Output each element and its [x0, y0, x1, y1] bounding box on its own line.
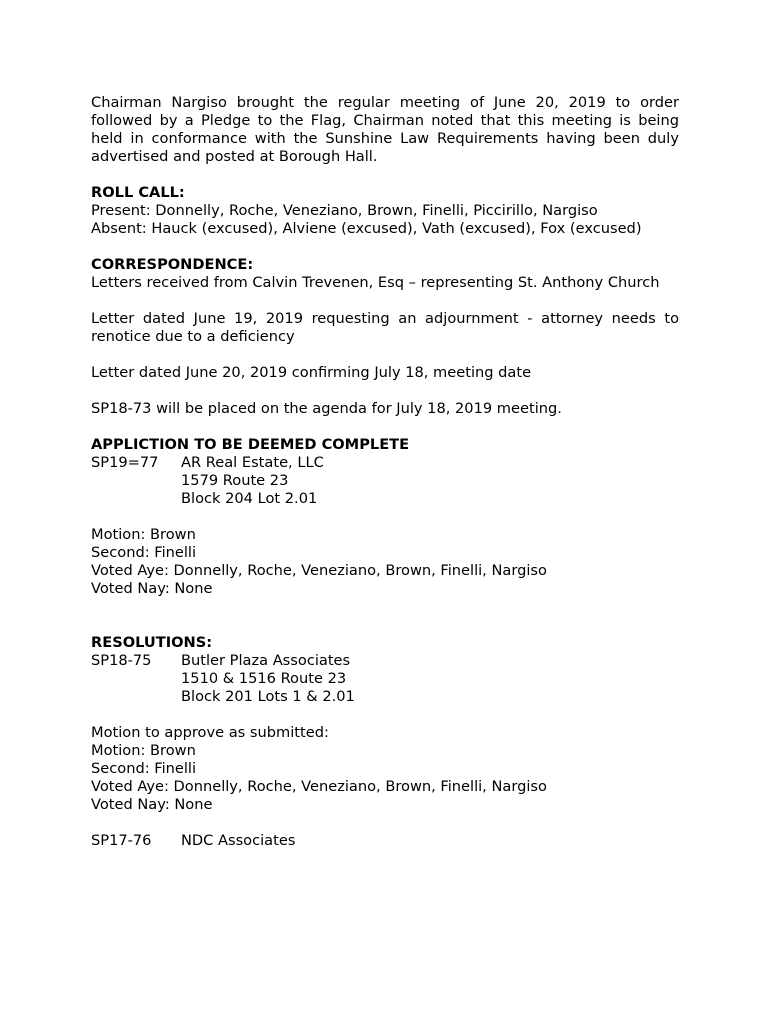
resolution-details [181, 652, 679, 706]
present-line: Present: Donnelly, Roche, Veneziano, Brown, Finelli, Piccirillo, Nargiso [91, 202, 598, 219]
resolutions-heading: RESOLUTIONS: [91, 634, 213, 651]
application-address: 1579 Route 23 [181, 472, 289, 489]
vote-motion: Motion: Brown [91, 742, 196, 759]
resolution-id: SP18-75 [91, 652, 152, 669]
correspondence-item: Letter dated June 20, 2019 confirming July 18, meeting date [91, 364, 532, 381]
absent-line: Absent: Hauck (excused), Alviene (excused), Vath (excused), Fox (excused) [91, 220, 642, 237]
vote-nay: Voted Nay: None [91, 580, 213, 597]
resolution-details [181, 832, 679, 850]
vote-intro: Motion to approve as submitted: [91, 724, 329, 741]
roll-call-heading: ROLL CALL: [91, 184, 185, 201]
correspondence-item: Letter dated June 19, 2019 requesting an adjournment - attorney needs to renotice due to a deficiency [91, 310, 679, 345]
resolution-entry [91, 652, 679, 706]
intro-paragraph: Chairman Nargiso brought the regular meeting of June 20, 2019 to order followed by a Pledge to the Flag, Chairman noted that this meeting is being held in conformance with the Sunshine Law Requirements having been duly advertised and posted at Borough Hall. [91, 94, 679, 165]
resolution-vote [91, 724, 679, 814]
document-page [91, 94, 679, 868]
application-heading: APPLICTION TO BE DEEMED COMPLETE [91, 436, 410, 453]
resolution-entry [91, 832, 679, 850]
correspondence-item: Letters received from Calvin Trevenen, Esq – representing St. Anthony Church [91, 274, 660, 291]
resolution-block-lot: Block 201 Lots 1 & 2.01 [181, 688, 355, 705]
resolution-address: 1510 & 1516 Route 23 [181, 670, 347, 687]
application-entry [91, 454, 679, 508]
application-block-lot: Block 204 Lot 2.01 [181, 490, 318, 507]
resolution-applicant: Butler Plaza Associates [181, 652, 351, 669]
application-details [181, 454, 679, 508]
application-vote [91, 526, 679, 598]
vote-aye: Voted Aye: Donnelly, Roche, Veneziano, Brown, Finelli, Nargiso [91, 562, 547, 579]
roll-call-section [91, 184, 679, 238]
application-id: SP19=77 [91, 454, 159, 471]
resolution-applicant: NDC Associates [181, 832, 296, 849]
vote-aye: Voted Aye: Donnelly, Roche, Veneziano, Brown, Finelli, Nargiso [91, 778, 547, 795]
application-applicant: AR Real Estate, LLC [181, 454, 324, 471]
correspondence-heading: CORRESPONDENCE: [91, 256, 254, 273]
resolution-id: SP17-76 [91, 832, 152, 849]
vote-motion: Motion: Brown [91, 526, 196, 543]
vote-second: Second: Finelli [91, 760, 197, 777]
correspondence-item: SP18-73 will be placed on the agenda for July 18, 2019 meeting. [91, 400, 562, 417]
vote-second: Second: Finelli [91, 544, 197, 561]
vote-nay: Voted Nay: None [91, 796, 213, 813]
